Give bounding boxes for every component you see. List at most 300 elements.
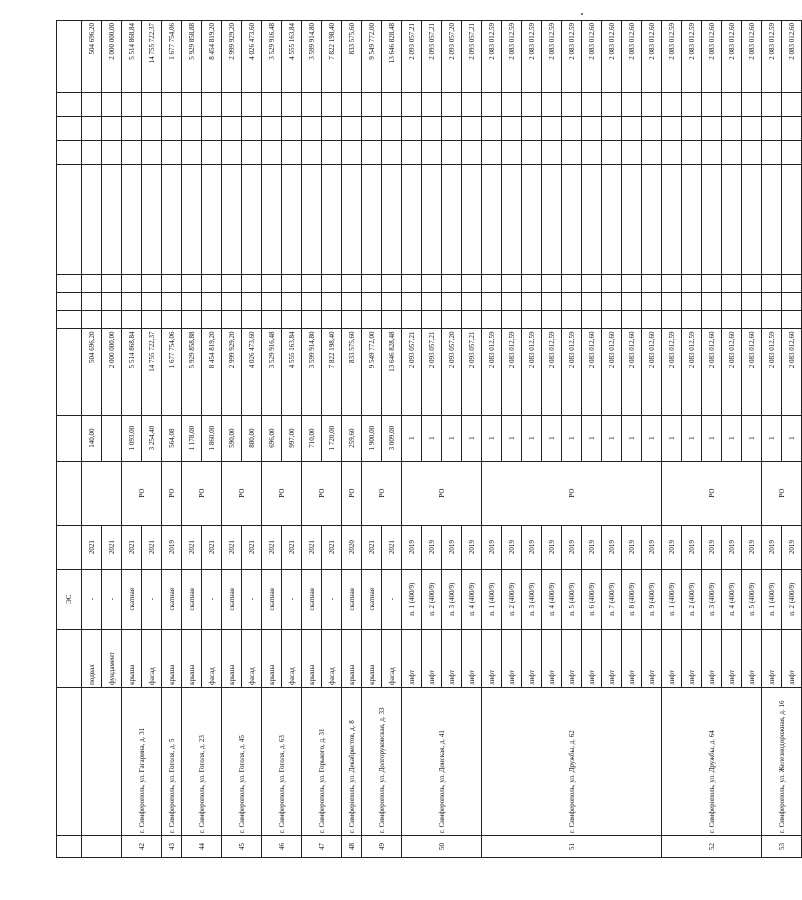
empty-cell: [602, 165, 622, 275]
empty-cell: [722, 275, 742, 293]
empty-cell: [502, 275, 522, 293]
detail-cell: п. 5 (400/9): [742, 569, 762, 629]
work-type-cell: лифт: [782, 629, 802, 687]
empty-cell: [182, 293, 202, 311]
empty-cell: [342, 141, 362, 165]
empty-cell: [742, 117, 762, 141]
empty-cell: [262, 117, 282, 141]
table-row: [82, 21, 102, 858]
total-cell: 13 646 828,48: [382, 21, 402, 93]
cost-cell: 2 083 012,60: [782, 329, 802, 415]
area-cell: [102, 415, 122, 461]
empty-cell: [262, 311, 282, 329]
cost-cell: 14 755 722,37: [142, 329, 162, 415]
work-type-cell: лифт: [702, 629, 722, 687]
total-cell: 5 929 858,88: [182, 21, 202, 93]
address-cell: г. Симферополь, ул. Горького, д. 31: [302, 687, 342, 835]
empty-cell: [642, 93, 662, 117]
empty-cell: [682, 141, 702, 165]
empty-cell: [122, 117, 142, 141]
empty-cell: [402, 311, 422, 329]
work-type-cell: фасад: [202, 629, 222, 687]
empty-cell: [302, 275, 322, 293]
year-cell: 2021: [122, 525, 142, 569]
work-type-cell: лифт: [462, 629, 482, 687]
total-cell: 8 454 819,20: [202, 21, 222, 93]
empty-cell: [182, 93, 202, 117]
table-row: [482, 21, 502, 858]
empty-cell: [442, 141, 462, 165]
header-cell: [57, 687, 82, 835]
detail-cell: п. 3 (400/9): [702, 569, 722, 629]
area-cell: 140,00: [82, 415, 102, 461]
empty-cell: [482, 93, 502, 117]
empty-cell: [222, 275, 242, 293]
address-cell: [82, 687, 122, 835]
empty-cell: [442, 165, 462, 275]
detail-cell: п. 1 (400/9): [402, 569, 422, 629]
row-number: [82, 835, 122, 857]
table-row: [402, 21, 422, 858]
area-cell: 1: [402, 415, 422, 461]
method-cell: РО: [402, 461, 482, 525]
empty-cell: [702, 311, 722, 329]
cost-cell: 2 093 057,21: [402, 329, 422, 415]
empty-cell: [782, 311, 802, 329]
empty-cell: [782, 117, 802, 141]
work-type-cell: крыша: [262, 629, 282, 687]
detail-cell: -: [202, 569, 222, 629]
empty-cell: [302, 141, 322, 165]
year-cell: 2019: [402, 525, 422, 569]
empty-cell: [702, 141, 722, 165]
header-cell: [57, 275, 82, 293]
empty-cell: [702, 93, 722, 117]
empty-cell: [402, 275, 422, 293]
cost-cell: 2 083 012,59: [762, 329, 782, 415]
row-number: 43: [162, 835, 182, 857]
cost-cell: 2 083 012,59: [562, 329, 582, 415]
empty-cell: [622, 165, 642, 275]
area-cell: 1: [542, 415, 562, 461]
empty-cell: [422, 311, 442, 329]
header-cell: [57, 329, 82, 415]
empty-cell: [182, 141, 202, 165]
empty-cell: [582, 293, 602, 311]
empty-cell: [542, 93, 562, 117]
table-row: [302, 21, 322, 858]
cost-cell: 833 575,60: [342, 329, 362, 415]
header-cell: [57, 93, 82, 117]
cost-cell: 2 083 012,59: [502, 329, 522, 415]
method-cell: РО: [182, 461, 222, 525]
empty-cell: [482, 275, 502, 293]
area-cell: 1 720,00: [322, 415, 342, 461]
year-cell: 2021: [382, 525, 402, 569]
method-cell: [82, 461, 122, 525]
work-type-cell: лифт: [542, 629, 562, 687]
empty-cell: [322, 117, 342, 141]
area-cell: 880,00: [242, 415, 262, 461]
empty-cell: [562, 117, 582, 141]
empty-cell: [522, 275, 542, 293]
header-cell: [57, 117, 82, 141]
empty-cell: [182, 311, 202, 329]
empty-cell: [702, 293, 722, 311]
empty-cell: [242, 93, 262, 117]
empty-cell: [682, 293, 702, 311]
empty-cell: [322, 93, 342, 117]
empty-cell: [542, 117, 562, 141]
empty-cell: [122, 311, 142, 329]
empty-cell: [482, 117, 502, 141]
empty-cell: [202, 165, 222, 275]
detail-cell: п. 8 (400/9): [622, 569, 642, 629]
empty-cell: [222, 311, 242, 329]
row-number: 52: [662, 835, 762, 857]
empty-cell: [142, 165, 162, 275]
empty-cell: [422, 165, 442, 275]
area-cell: 1: [522, 415, 542, 461]
empty-cell: [522, 117, 542, 141]
method-cell: РО: [482, 461, 662, 525]
empty-cell: [762, 293, 782, 311]
cost-cell: 2 083 012,60: [702, 329, 722, 415]
detail-cell: п. 6 (400/9): [582, 569, 602, 629]
total-cell: 2 083 012,60: [602, 21, 622, 93]
empty-cell: [482, 311, 502, 329]
empty-cell: [682, 117, 702, 141]
area-cell: 259,60: [342, 415, 362, 461]
empty-cell: [462, 165, 482, 275]
cost-cell: 2 083 012,60: [582, 329, 602, 415]
table-row: [182, 21, 202, 858]
empty-cell: [762, 165, 782, 275]
empty-cell: [682, 165, 702, 275]
empty-cell: [602, 93, 622, 117]
work-type-cell: крыша: [362, 629, 382, 687]
empty-cell: [502, 141, 522, 165]
empty-cell: [262, 141, 282, 165]
area-cell: 3 254,40: [142, 415, 162, 461]
empty-cell: [322, 311, 342, 329]
empty-cell: [342, 93, 362, 117]
empty-cell: [182, 117, 202, 141]
empty-cell: [722, 141, 742, 165]
empty-cell: [242, 165, 262, 275]
empty-cell: [122, 93, 142, 117]
empty-cell: [382, 165, 402, 275]
header-cell: [57, 461, 82, 525]
empty-cell: [282, 141, 302, 165]
empty-cell: [182, 275, 202, 293]
total-cell: 2 083 012,60: [582, 21, 602, 93]
empty-cell: [102, 93, 122, 117]
empty-cell: [362, 275, 382, 293]
empty-cell: [362, 93, 382, 117]
empty-cell: [122, 141, 142, 165]
detail-cell: п. 9 (400/9): [642, 569, 662, 629]
empty-cell: [622, 141, 642, 165]
empty-cell: [562, 275, 582, 293]
empty-cell: [722, 293, 742, 311]
empty-cell: [522, 165, 542, 275]
empty-cell: [402, 117, 422, 141]
cost-cell: 2 093 057,20: [442, 329, 462, 415]
detail-cell: п. 5 (400/9): [562, 569, 582, 629]
detail-cell: -: [322, 569, 342, 629]
detail-cell: п. 3 (400/9): [442, 569, 462, 629]
empty-cell: [322, 141, 342, 165]
empty-cell: [442, 93, 462, 117]
area-cell: 3 009,00: [382, 415, 402, 461]
cost-cell: 2 093 057,21: [422, 329, 442, 415]
detail-cell: скатная: [362, 569, 382, 629]
empty-cell: [82, 293, 102, 311]
empty-cell: [242, 141, 262, 165]
work-type-cell: подвал: [82, 629, 102, 687]
empty-cell: [142, 117, 162, 141]
empty-cell: [102, 141, 122, 165]
empty-cell: [82, 141, 102, 165]
address-cell: г. Симферополь, ул. Гоголя, д. 5: [162, 687, 182, 835]
work-type-cell: лифт: [662, 629, 682, 687]
area-cell: 1: [422, 415, 442, 461]
empty-cell: [602, 275, 622, 293]
empty-cell: [102, 275, 122, 293]
year-cell: 2019: [462, 525, 482, 569]
total-cell: 2 083 012,59: [542, 21, 562, 93]
empty-cell: [422, 93, 442, 117]
empty-cell: [682, 275, 702, 293]
total-cell: 4 026 473,60: [242, 21, 262, 93]
empty-cell: [522, 93, 542, 117]
empty-cell: [682, 93, 702, 117]
empty-cell: [162, 93, 182, 117]
empty-cell: [662, 93, 682, 117]
area-cell: 1: [642, 415, 662, 461]
method-cell: РО: [222, 461, 262, 525]
empty-cell: [322, 275, 342, 293]
empty-cell: [662, 311, 682, 329]
table-row: [762, 21, 782, 858]
empty-cell: [82, 117, 102, 141]
empty-cell: [282, 165, 302, 275]
total-cell: 2 093 057,20: [442, 21, 462, 93]
header-cell: [57, 835, 82, 857]
area-cell: 696,00: [262, 415, 282, 461]
empty-cell: [602, 293, 622, 311]
empty-cell: [622, 275, 642, 293]
year-cell: 2021: [202, 525, 222, 569]
empty-cell: [382, 275, 402, 293]
detail-cell: -: [382, 569, 402, 629]
empty-cell: [82, 275, 102, 293]
work-type-cell: лифт: [582, 629, 602, 687]
work-type-cell: фасад: [142, 629, 162, 687]
empty-cell: [462, 311, 482, 329]
work-type-cell: крыша: [162, 629, 182, 687]
work-type-cell: крыша: [342, 629, 362, 687]
empty-cell: [562, 141, 582, 165]
empty-cell: [362, 165, 382, 275]
total-cell: 2 093 057,21: [422, 21, 442, 93]
cost-cell: 2 093 057,21: [462, 329, 482, 415]
empty-cell: [262, 165, 282, 275]
empty-cell: [562, 165, 582, 275]
empty-cell: [542, 275, 562, 293]
detail-cell: п. 4 (400/9): [722, 569, 742, 629]
empty-cell: [722, 117, 742, 141]
empty-cell: [362, 141, 382, 165]
work-type-cell: лифт: [742, 629, 762, 687]
detail-cell: п. 4 (400/9): [542, 569, 562, 629]
total-cell: 2 083 012,60: [702, 21, 722, 93]
empty-cell: [302, 165, 322, 275]
year-cell: 2021: [362, 525, 382, 569]
empty-cell: [262, 93, 282, 117]
header-cell: [57, 629, 82, 687]
header-cell: [57, 525, 82, 569]
work-type-cell: лифт: [682, 629, 702, 687]
empty-cell: [82, 93, 102, 117]
empty-cell: [622, 117, 642, 141]
empty-cell: [322, 293, 342, 311]
area-cell: 590,00: [222, 415, 242, 461]
empty-cell: [662, 117, 682, 141]
detail-cell: скатная: [122, 569, 142, 629]
empty-cell: [302, 93, 322, 117]
address-cell: г. Симферополь, ул. Донская, д. 41: [402, 687, 482, 835]
address-cell: г. Симферополь, ул. Декабристов, д. 8: [342, 687, 362, 835]
total-cell: 833 575,60: [342, 21, 362, 93]
address-cell: г. Симферополь, ул. Гагарина, д. 31: [122, 687, 162, 835]
empty-cell: [642, 117, 662, 141]
detail-cell: п. 2 (400/9): [422, 569, 442, 629]
empty-cell: [582, 117, 602, 141]
total-cell: 9 549 772,00: [362, 21, 382, 93]
work-type-cell: лифт: [442, 629, 462, 687]
empty-cell: [502, 165, 522, 275]
row-number: 47: [302, 835, 342, 857]
empty-cell: [722, 311, 742, 329]
work-type-cell: лифт: [522, 629, 542, 687]
empty-cell: [762, 141, 782, 165]
total-cell: 2 083 012,59: [762, 21, 782, 93]
empty-cell: [242, 293, 262, 311]
row-number: 53: [762, 835, 802, 857]
detail-cell: скатная: [182, 569, 202, 629]
total-cell: 2 083 012,60: [782, 21, 802, 93]
empty-cell: [602, 311, 622, 329]
empty-cell: [82, 311, 102, 329]
empty-cell: [462, 117, 482, 141]
empty-cell: [342, 275, 362, 293]
header-cell: [57, 311, 82, 329]
year-cell: 2019: [422, 525, 442, 569]
header-cell: [57, 141, 82, 165]
empty-cell: [202, 93, 222, 117]
header-cell: [57, 165, 82, 275]
area-cell: 1: [482, 415, 502, 461]
empty-cell: [382, 293, 402, 311]
year-cell: 2021: [222, 525, 242, 569]
year-cell: 2019: [782, 525, 802, 569]
cost-cell: 2 000 000,00: [102, 329, 122, 415]
cost-cell: 2 083 012,60: [602, 329, 622, 415]
work-type-cell: лифт: [562, 629, 582, 687]
area-cell: 1: [762, 415, 782, 461]
area-cell: 564,08: [162, 415, 182, 461]
empty-cell: [362, 293, 382, 311]
empty-cell: [562, 293, 582, 311]
area-cell: 997,00: [282, 415, 302, 461]
detail-cell: -: [242, 569, 262, 629]
cost-cell: 3 529 916,48: [262, 329, 282, 415]
detail-cell: скатная: [342, 569, 362, 629]
empty-cell: [742, 311, 762, 329]
empty-cell: [642, 293, 662, 311]
cost-cell: 2 083 012,59: [682, 329, 702, 415]
empty-cell: [422, 117, 442, 141]
year-cell: 2019: [662, 525, 682, 569]
detail-cell: п. 2 (400/9): [782, 569, 802, 629]
empty-cell: [202, 293, 222, 311]
total-cell: 2 083 012,60: [622, 21, 642, 93]
year-cell: 2021: [262, 525, 282, 569]
empty-cell: [642, 311, 662, 329]
work-type-cell: крыша: [122, 629, 142, 687]
work-type-cell: фасад: [282, 629, 302, 687]
total-cell: 2 093 057,21: [402, 21, 422, 93]
year-cell: 2019: [642, 525, 662, 569]
address-cell: г. Симферополь, ул. Дружбы, д. 62: [482, 687, 662, 835]
empty-cell: [282, 93, 302, 117]
method-cell: РО: [262, 461, 302, 525]
cost-cell: 5 929 858,88: [182, 329, 202, 415]
empty-cell: [182, 165, 202, 275]
table-body: [57, 21, 802, 858]
empty-cell: [362, 117, 382, 141]
row-number: 50: [402, 835, 482, 857]
year-cell: 2019: [682, 525, 702, 569]
total-cell: 2 083 012,60: [722, 21, 742, 93]
address-cell: г. Симферополь, ул. Дружбы, д. 64: [662, 687, 762, 835]
empty-cell: [662, 275, 682, 293]
row-number: 45: [222, 835, 262, 857]
total-cell: 2 083 012,59: [562, 21, 582, 93]
total-cell: 2 083 012,59: [682, 21, 702, 93]
detail-cell: скатная: [302, 569, 322, 629]
cost-cell: 7 822 198,40: [322, 329, 342, 415]
total-cell: 2 093 057,21: [462, 21, 482, 93]
work-type-cell: лифт: [602, 629, 622, 687]
area-cell: 1: [742, 415, 762, 461]
area-cell: 710,00: [302, 415, 322, 461]
empty-cell: [282, 117, 302, 141]
year-cell: 2021: [82, 525, 102, 569]
year-cell: 2019: [722, 525, 742, 569]
empty-cell: [102, 165, 122, 275]
total-cell: 2 999 929,20: [222, 21, 242, 93]
work-type-cell: фасад: [322, 629, 342, 687]
year-cell: 2019: [742, 525, 762, 569]
total-cell: 2 083 012,59: [662, 21, 682, 93]
empty-cell: [702, 275, 722, 293]
empty-cell: [162, 293, 182, 311]
empty-cell: [462, 141, 482, 165]
empty-cell: [142, 311, 162, 329]
